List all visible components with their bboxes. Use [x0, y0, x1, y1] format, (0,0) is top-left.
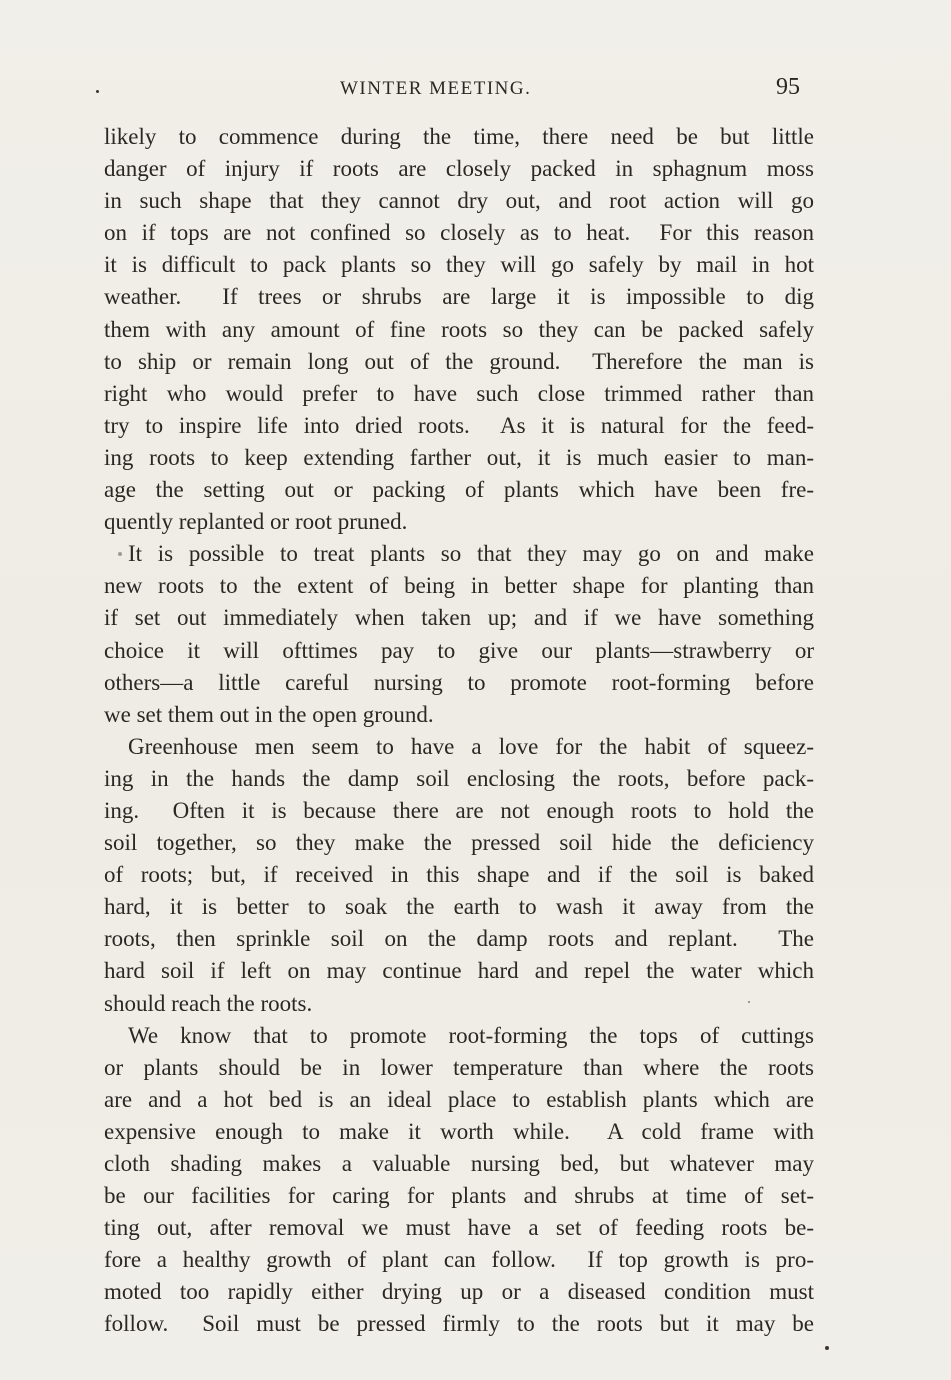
text-line: cloth shading makes a valuable nursing bed, but whatever may: [104, 1151, 814, 1176]
paragraph-first-line: We know that to promote root-forming the tops of cuttings: [128, 1022, 814, 1048]
text-line: be our facilities for caring for plants and shrubs at time of set-: [104, 1183, 814, 1209]
text-line: are and a hot bed is an ideal place to establish plants which are: [104, 1086, 814, 1112]
print-speck: [748, 1001, 750, 1003]
print-speck: [825, 1346, 829, 1350]
text-line: hard soil if left on may continue hard and repel the water which: [104, 958, 814, 984]
text-line: to ship or remain long out of the ground. Therefore the man is: [104, 348, 814, 374]
text-line: quently replanted or root pruned.: [104, 509, 408, 535]
text-line: roots, then sprinkle soil on the damp roots and replant. The: [104, 926, 814, 952]
text-line: of roots; but, if received in this shape and if the soil is baked: [104, 862, 814, 888]
text-line: ing in the hands the damp soil enclosing the roots, before pack-: [104, 765, 814, 791]
page-number: 95: [776, 74, 800, 100]
body-text: [104, 121, 814, 1341]
text-line: or plants should be in lower temperature than where the roots: [104, 1054, 814, 1080]
print-speck: [96, 90, 99, 93]
text-line: on if tops are not confined so closely as to heat. For this reason: [104, 220, 814, 246]
text-line: try to inspire life into dried roots. As it is natural for the feed-: [104, 412, 814, 438]
text-line: weather. If trees or shrubs are large it is impossible to dig: [104, 284, 814, 310]
text-line: likely to commence during the time, there need be but little: [104, 124, 814, 149]
text-line: them with any amount of fine roots so they can be packed safely: [104, 316, 814, 342]
text-line: soil together, so they make the pressed soil hide the deficiency: [104, 830, 814, 856]
text-line: others—a little careful nursing to promote root-forming before: [104, 669, 814, 695]
paragraph-first-line: Greenhouse men seem to have a love for the habit of squeez-: [128, 733, 814, 759]
text-line: ting out, after removal we must have a set of feeding roots be-: [104, 1215, 814, 1241]
text-line: ing roots to keep extending farther out, it is much easier to man-: [104, 444, 814, 470]
text-line: ing. Often it is because there are not enough roots to hold the: [104, 797, 814, 823]
text-line: we set them out in the open ground.: [104, 701, 434, 727]
text-line: expensive enough to make it worth while. A cold frame with: [104, 1118, 814, 1144]
text-line: moted too rapidly either drying up or a diseased condition must: [104, 1279, 814, 1305]
text-line: new roots to the extent of being in better shape for planting than: [104, 573, 814, 599]
print-speck: [118, 552, 122, 556]
running-head: WINTER MEETING.: [340, 78, 532, 99]
text-line: fore a healthy growth of plant can follow. If top growth is pro-: [104, 1247, 814, 1273]
text-line: it is difficult to pack plants so they will go safely by mail in hot: [104, 252, 814, 278]
text-line: right who would prefer to have such close trimmed rather than: [104, 380, 814, 406]
page-header: [104, 74, 804, 102]
text-line: danger of injury if roots are closely packed in sphagnum moss: [104, 156, 814, 182]
text-line: in such shape that they cannot dry out, and root action will go: [104, 188, 814, 214]
text-line: follow. Soil must be pressed firmly to the roots but it may be: [104, 1311, 814, 1337]
text-line: if set out immediately when taken up; and if we have something: [104, 605, 814, 631]
text-line: should reach the roots.: [104, 990, 313, 1016]
paragraph-first-line: It is possible to treat plants so that they may go on and make: [128, 541, 814, 567]
text-line: hard, it is better to soak the earth to wash it away from the: [104, 894, 814, 920]
text-line: age the setting out or packing of plants which have been fre-: [104, 477, 814, 503]
text-line: choice it will ofttimes pay to give our plants—strawberry or: [104, 637, 814, 663]
